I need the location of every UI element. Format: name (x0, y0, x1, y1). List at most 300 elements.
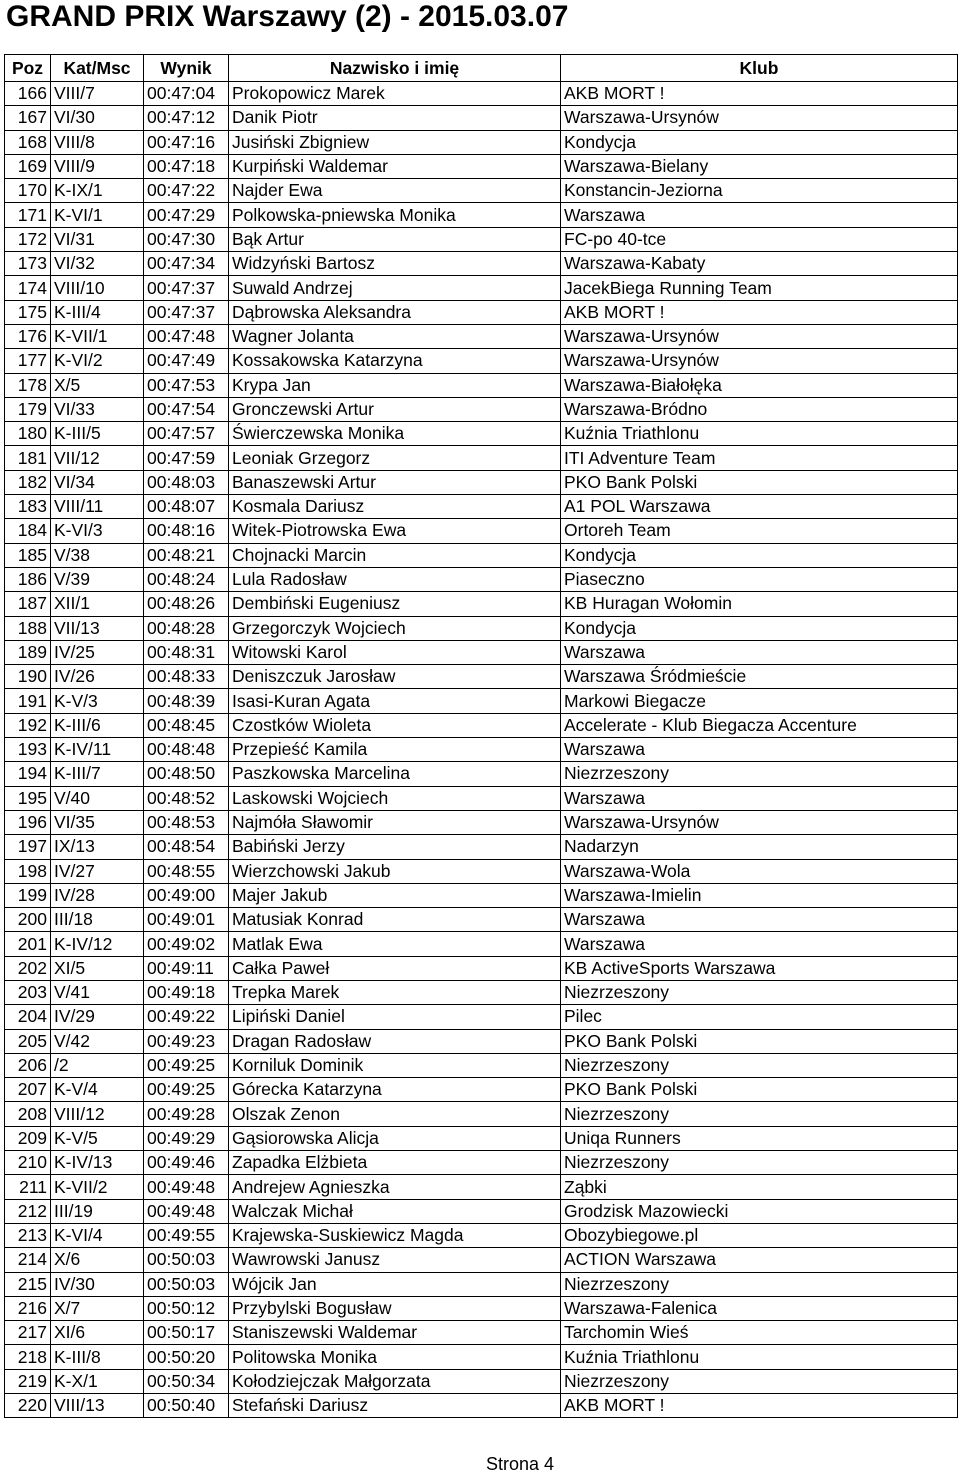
cell-kat-msc: VIII/7 (51, 82, 144, 106)
table-row (5, 324, 958, 348)
cell-kat-msc: K-III/7 (51, 762, 144, 786)
cell-nazwisko: Krypa Jan (229, 373, 561, 397)
cell-wynik: 00:47:57 (144, 422, 229, 446)
cell-kat-msc: X/6 (51, 1248, 144, 1272)
cell-klub: Markowi Biegacze (561, 689, 958, 713)
table-row (5, 859, 958, 883)
cell-wynik: 00:49:01 (144, 908, 229, 932)
column-header-nazwisko-i-imie: Nazwisko i imię (229, 55, 561, 82)
cell-nazwisko: Deniszczuk Jarosław (229, 665, 561, 689)
cell-kat-msc: V/42 (51, 1029, 144, 1053)
table-row (5, 1223, 958, 1247)
cell-wynik: 00:47:29 (144, 203, 229, 227)
cell-nazwisko: Całka Paweł (229, 956, 561, 980)
table-row (5, 932, 958, 956)
cell-kat-msc: III/19 (51, 1199, 144, 1223)
cell-klub: Warszawa-Kabaty (561, 252, 958, 276)
table-row (5, 1005, 958, 1029)
cell-poz: 219 (5, 1369, 51, 1393)
cell-klub: Warszawa-Bródno (561, 397, 958, 421)
table-row (5, 106, 958, 130)
cell-klub: Niezrzeszony (561, 1053, 958, 1077)
cell-wynik: 00:47:48 (144, 324, 229, 348)
cell-nazwisko: Prokopowicz Marek (229, 82, 561, 106)
cell-nazwisko: Chojnacki Marcin (229, 543, 561, 567)
cell-klub: Nadarzyn (561, 835, 958, 859)
cell-wynik: 00:49:18 (144, 980, 229, 1004)
cell-nazwisko: Świerczewska Monika (229, 422, 561, 446)
cell-wynik: 00:47:30 (144, 227, 229, 251)
cell-poz: 199 (5, 883, 51, 907)
cell-wynik: 00:47:59 (144, 446, 229, 470)
table-row (5, 786, 958, 810)
table-row (5, 276, 958, 300)
cell-klub: Warszawa (561, 738, 958, 762)
cell-poz: 184 (5, 519, 51, 543)
table-row (5, 1296, 958, 1320)
cell-wynik: 00:49:22 (144, 1005, 229, 1029)
cell-klub: Kondycja (561, 130, 958, 154)
cell-wynik: 00:49:29 (144, 1126, 229, 1150)
cell-nazwisko: Witowski Karol (229, 640, 561, 664)
cell-wynik: 00:48:21 (144, 543, 229, 567)
table-row (5, 495, 958, 519)
table-row (5, 1345, 958, 1369)
cell-poz: 170 (5, 179, 51, 203)
cell-kat-msc: VIII/12 (51, 1102, 144, 1126)
cell-wynik: 00:48:54 (144, 835, 229, 859)
cell-klub: Niezrzeszony (561, 1102, 958, 1126)
cell-wynik: 00:48:28 (144, 616, 229, 640)
cell-wynik: 00:49:48 (144, 1175, 229, 1199)
cell-nazwisko: Dąbrowska Aleksandra (229, 300, 561, 324)
cell-wynik: 00:47:04 (144, 82, 229, 106)
cell-kat-msc: VII/12 (51, 446, 144, 470)
cell-kat-msc: X/7 (51, 1296, 144, 1320)
table-row (5, 1394, 958, 1418)
table-row (5, 1321, 958, 1345)
cell-nazwisko: Kołodziejczak Małgorzata (229, 1369, 561, 1393)
table-row (5, 422, 958, 446)
cell-poz: 203 (5, 980, 51, 1004)
cell-kat-msc: V/41 (51, 980, 144, 1004)
cell-klub: PKO Bank Polski (561, 470, 958, 494)
cell-nazwisko: Matusiak Konrad (229, 908, 561, 932)
table-row (5, 616, 958, 640)
cell-nazwisko: Banaszewski Artur (229, 470, 561, 494)
cell-poz: 185 (5, 543, 51, 567)
cell-klub: Ortoreh Team (561, 519, 958, 543)
cell-kat-msc: VI/34 (51, 470, 144, 494)
cell-klub: AKB MORT ! (561, 1394, 958, 1418)
cell-kat-msc: V/38 (51, 543, 144, 567)
cell-klub: Kondycja (561, 616, 958, 640)
cell-nazwisko: Majer Jakub (229, 883, 561, 907)
cell-poz: 177 (5, 349, 51, 373)
cell-kat-msc: VI/32 (51, 252, 144, 276)
cell-klub: Niezrzeszony (561, 1151, 958, 1175)
cell-nazwisko: Matlak Ewa (229, 932, 561, 956)
cell-poz: 208 (5, 1102, 51, 1126)
cell-poz: 210 (5, 1151, 51, 1175)
cell-nazwisko: Danik Piotr (229, 106, 561, 130)
cell-nazwisko: Leoniak Grzegorz (229, 446, 561, 470)
cell-wynik: 00:49:00 (144, 883, 229, 907)
table-row (5, 810, 958, 834)
cell-poz: 180 (5, 422, 51, 446)
cell-poz: 218 (5, 1345, 51, 1369)
cell-poz: 186 (5, 567, 51, 591)
cell-klub: JacekBiega Running Team (561, 276, 958, 300)
table-row (5, 470, 958, 494)
cell-nazwisko: Witek-Piotrowska Ewa (229, 519, 561, 543)
cell-poz: 211 (5, 1175, 51, 1199)
cell-kat-msc: K-VI/1 (51, 203, 144, 227)
cell-nazwisko: Wierzchowski Jakub (229, 859, 561, 883)
table-row (5, 373, 958, 397)
cell-kat-msc: XI/6 (51, 1321, 144, 1345)
cell-kat-msc: VIII/11 (51, 495, 144, 519)
cell-nazwisko: Dragan Radosław (229, 1029, 561, 1053)
cell-klub: Warszawa-Białołęka (561, 373, 958, 397)
column-header-poz: Poz (5, 55, 51, 82)
cell-wynik: 00:48:39 (144, 689, 229, 713)
cell-kat-msc: K-VI/2 (51, 349, 144, 373)
cell-nazwisko: Kosmala Dariusz (229, 495, 561, 519)
cell-nazwisko: Staniszewski Waldemar (229, 1321, 561, 1345)
cell-poz: 194 (5, 762, 51, 786)
cell-wynik: 00:47:22 (144, 179, 229, 203)
cell-wynik: 00:48:50 (144, 762, 229, 786)
cell-klub: Warszawa-Ursynów (561, 106, 958, 130)
cell-poz: 171 (5, 203, 51, 227)
cell-nazwisko: Jusiński Zbigniew (229, 130, 561, 154)
cell-wynik: 00:49:25 (144, 1053, 229, 1077)
cell-wynik: 00:48:53 (144, 810, 229, 834)
cell-wynik: 00:47:37 (144, 300, 229, 324)
cell-klub: ACTION Warszawa (561, 1248, 958, 1272)
cell-kat-msc: K-V/5 (51, 1126, 144, 1150)
cell-wynik: 00:48:24 (144, 567, 229, 591)
results-body (5, 82, 958, 1418)
cell-wynik: 00:49:02 (144, 932, 229, 956)
cell-poz: 167 (5, 106, 51, 130)
cell-klub: Warszawa (561, 640, 958, 664)
cell-nazwisko: Przepieść Kamila (229, 738, 561, 762)
cell-wynik: 00:47:12 (144, 106, 229, 130)
cell-wynik: 00:50:40 (144, 1394, 229, 1418)
cell-wynik: 00:48:48 (144, 738, 229, 762)
cell-nazwisko: Walczak Michał (229, 1199, 561, 1223)
cell-wynik: 00:48:07 (144, 495, 229, 519)
cell-poz: 190 (5, 665, 51, 689)
cell-klub: Uniqa Runners (561, 1126, 958, 1150)
cell-poz: 207 (5, 1078, 51, 1102)
cell-poz: 217 (5, 1321, 51, 1345)
cell-kat-msc: IV/30 (51, 1272, 144, 1296)
table-row (5, 349, 958, 373)
column-header-wynik: Wynik (144, 55, 229, 82)
cell-poz: 193 (5, 738, 51, 762)
cell-klub: Piaseczno (561, 567, 958, 591)
cell-klub: Tarchomin Wieś (561, 1321, 958, 1345)
table-row (5, 883, 958, 907)
cell-kat-msc: VIII/8 (51, 130, 144, 154)
cell-poz: 179 (5, 397, 51, 421)
cell-klub: Warszawa Śródmieście (561, 665, 958, 689)
cell-kat-msc: VIII/13 (51, 1394, 144, 1418)
cell-klub: PKO Bank Polski (561, 1078, 958, 1102)
cell-nazwisko: Bąk Artur (229, 227, 561, 251)
cell-wynik: 00:49:55 (144, 1223, 229, 1247)
cell-kat-msc: K-IV/12 (51, 932, 144, 956)
cell-nazwisko: Kossakowska Katarzyna (229, 349, 561, 373)
cell-wynik: 00:50:20 (144, 1345, 229, 1369)
cell-nazwisko: Babiński Jerzy (229, 835, 561, 859)
cell-nazwisko: Dembiński Eugeniusz (229, 592, 561, 616)
cell-wynik: 00:48:55 (144, 859, 229, 883)
cell-wynik: 00:49:48 (144, 1199, 229, 1223)
cell-kat-msc: IX/13 (51, 835, 144, 859)
table-row (5, 130, 958, 154)
cell-poz: 197 (5, 835, 51, 859)
table-row (5, 300, 958, 324)
cell-wynik: 00:48:16 (144, 519, 229, 543)
cell-poz: 181 (5, 446, 51, 470)
table-row (5, 835, 958, 859)
cell-kat-msc: K-III/8 (51, 1345, 144, 1369)
table-row (5, 1151, 958, 1175)
cell-kat-msc: IV/25 (51, 640, 144, 664)
cell-kat-msc: K-V/3 (51, 689, 144, 713)
cell-poz: 206 (5, 1053, 51, 1077)
cell-poz: 191 (5, 689, 51, 713)
cell-klub: Warszawa-Falenica (561, 1296, 958, 1320)
table-row (5, 567, 958, 591)
cell-wynik: 00:50:12 (144, 1296, 229, 1320)
cell-poz: 198 (5, 859, 51, 883)
table-row (5, 1199, 958, 1223)
cell-nazwisko: Wagner Jolanta (229, 324, 561, 348)
cell-klub: Kuźnia Triathlonu (561, 422, 958, 446)
cell-wynik: 00:48:52 (144, 786, 229, 810)
cell-nazwisko: Wawrowski Janusz (229, 1248, 561, 1272)
cell-kat-msc: VI/35 (51, 810, 144, 834)
cell-nazwisko: Górecka Katarzyna (229, 1078, 561, 1102)
cell-wynik: 00:48:33 (144, 665, 229, 689)
cell-nazwisko: Gronczewski Artur (229, 397, 561, 421)
cell-nazwisko: Zapadka Elżbieta (229, 1151, 561, 1175)
cell-poz: 215 (5, 1272, 51, 1296)
cell-poz: 216 (5, 1296, 51, 1320)
cell-kat-msc: XII/1 (51, 592, 144, 616)
table-row (5, 1248, 958, 1272)
table-row (5, 980, 958, 1004)
cell-klub: Warszawa-Bielany (561, 154, 958, 178)
cell-kat-msc: V/39 (51, 567, 144, 591)
cell-klub: Obozybiegowe.pl (561, 1223, 958, 1247)
cell-wynik: 00:50:03 (144, 1248, 229, 1272)
cell-klub: Warszawa (561, 786, 958, 810)
cell-nazwisko: Trepka Marek (229, 980, 561, 1004)
cell-kat-msc: K-III/6 (51, 713, 144, 737)
cell-poz: 196 (5, 810, 51, 834)
cell-poz: 189 (5, 640, 51, 664)
cell-kat-msc: IV/26 (51, 665, 144, 689)
cell-kat-msc: K-VI/4 (51, 1223, 144, 1247)
cell-wynik: 00:50:34 (144, 1369, 229, 1393)
cell-wynik: 00:47:18 (144, 154, 229, 178)
cell-kat-msc: K-III/5 (51, 422, 144, 446)
cell-kat-msc: K-IV/11 (51, 738, 144, 762)
table-row (5, 1369, 958, 1393)
cell-klub: Niezrzeszony (561, 1272, 958, 1296)
cell-klub: Ząbki (561, 1175, 958, 1199)
cell-nazwisko: Isasi-Kuran Agata (229, 689, 561, 713)
cell-klub: Warszawa-Ursynów (561, 324, 958, 348)
table-row (5, 665, 958, 689)
cell-kat-msc: K-V/4 (51, 1078, 144, 1102)
cell-klub: Kuźnia Triathlonu (561, 1345, 958, 1369)
cell-kat-msc: VII/13 (51, 616, 144, 640)
cell-klub: A1 POL Warszawa (561, 495, 958, 519)
cell-poz: 183 (5, 495, 51, 519)
cell-poz: 176 (5, 324, 51, 348)
table-row (5, 1053, 958, 1077)
cell-nazwisko: Gąsiorowska Alicja (229, 1126, 561, 1150)
cell-poz: 212 (5, 1199, 51, 1223)
cell-poz: 168 (5, 130, 51, 154)
cell-klub: AKB MORT ! (561, 300, 958, 324)
cell-klub: Niezrzeszony (561, 762, 958, 786)
table-row (5, 543, 958, 567)
cell-klub: Grodzisk Mazowiecki (561, 1199, 958, 1223)
cell-kat-msc: XI/5 (51, 956, 144, 980)
table-row (5, 1126, 958, 1150)
cell-nazwisko: Krajewska-Suskiewicz Magda (229, 1223, 561, 1247)
cell-nazwisko: Kurpiński Waldemar (229, 154, 561, 178)
table-row (5, 446, 958, 470)
cell-klub: Warszawa-Imielin (561, 883, 958, 907)
cell-poz: 173 (5, 252, 51, 276)
cell-kat-msc: K-VII/1 (51, 324, 144, 348)
cell-nazwisko: Lula Radosław (229, 567, 561, 591)
cell-poz: 195 (5, 786, 51, 810)
cell-kat-msc: VI/30 (51, 106, 144, 130)
table-row (5, 1078, 958, 1102)
cell-nazwisko: Grzegorczyk Wojciech (229, 616, 561, 640)
table-header-row (5, 55, 958, 82)
cell-kat-msc: III/18 (51, 908, 144, 932)
cell-klub: Warszawa-Wola (561, 859, 958, 883)
table-row (5, 762, 958, 786)
cell-wynik: 00:48:26 (144, 592, 229, 616)
cell-klub: AKB MORT ! (561, 82, 958, 106)
cell-wynik: 00:50:17 (144, 1321, 229, 1345)
cell-nazwisko: Polkowska-pniewska Monika (229, 203, 561, 227)
cell-klub: Warszawa (561, 203, 958, 227)
cell-poz: 204 (5, 1005, 51, 1029)
cell-nazwisko: Korniluk Dominik (229, 1053, 561, 1077)
cell-kat-msc: VIII/10 (51, 276, 144, 300)
cell-nazwisko: Przybylski Bogusław (229, 1296, 561, 1320)
cell-wynik: 00:49:25 (144, 1078, 229, 1102)
cell-wynik: 00:48:31 (144, 640, 229, 664)
cell-poz: 175 (5, 300, 51, 324)
cell-nazwisko: Najder Ewa (229, 179, 561, 203)
cell-klub: Warszawa-Ursynów (561, 349, 958, 373)
table-row (5, 252, 958, 276)
cell-nazwisko: Laskowski Wojciech (229, 786, 561, 810)
cell-klub: Niezrzeszony (561, 980, 958, 1004)
table-row (5, 1102, 958, 1126)
cell-poz: 178 (5, 373, 51, 397)
page-title: GRAND PRIX Warszawy (2) - 2015.03.07 (6, 0, 569, 33)
cell-poz: 174 (5, 276, 51, 300)
cell-wynik: 00:47:16 (144, 130, 229, 154)
cell-poz: 172 (5, 227, 51, 251)
cell-kat-msc: V/40 (51, 786, 144, 810)
cell-klub: Warszawa-Ursynów (561, 810, 958, 834)
cell-klub: Accelerate - Klub Biegacza Accenture (561, 713, 958, 737)
cell-poz: 169 (5, 154, 51, 178)
cell-wynik: 00:47:34 (144, 252, 229, 276)
cell-kat-msc: VIII/9 (51, 154, 144, 178)
cell-poz: 188 (5, 616, 51, 640)
table-row (5, 640, 958, 664)
cell-nazwisko: Lipiński Daniel (229, 1005, 561, 1029)
table-row (5, 179, 958, 203)
cell-klub: Niezrzeszony (561, 1369, 958, 1393)
cell-kat-msc: K-IV/13 (51, 1151, 144, 1175)
cell-klub: Konstancin-Jeziorna (561, 179, 958, 203)
cell-kat-msc: K-VI/3 (51, 519, 144, 543)
results-table (4, 54, 958, 1418)
cell-nazwisko: Politowska Monika (229, 1345, 561, 1369)
cell-wynik: 00:50:03 (144, 1272, 229, 1296)
cell-nazwisko: Andrejew Agnieszka (229, 1175, 561, 1199)
cell-poz: 214 (5, 1248, 51, 1272)
cell-wynik: 00:48:45 (144, 713, 229, 737)
cell-wynik: 00:47:49 (144, 349, 229, 373)
cell-wynik: 00:49:11 (144, 956, 229, 980)
table-row (5, 1029, 958, 1053)
cell-nazwisko: Suwald Andrzej (229, 276, 561, 300)
cell-kat-msc: /2 (51, 1053, 144, 1077)
cell-klub: KB ActiveSports Warszawa (561, 956, 958, 980)
table-row (5, 1272, 958, 1296)
table-row (5, 82, 958, 106)
column-header-klub: Klub (561, 55, 958, 82)
table-row (5, 908, 958, 932)
cell-kat-msc: K-III/4 (51, 300, 144, 324)
cell-kat-msc: K-X/1 (51, 1369, 144, 1393)
cell-wynik: 00:47:54 (144, 397, 229, 421)
cell-kat-msc: K-IX/1 (51, 179, 144, 203)
cell-kat-msc: IV/27 (51, 859, 144, 883)
cell-wynik: 00:49:28 (144, 1102, 229, 1126)
cell-poz: 166 (5, 82, 51, 106)
table-row (5, 713, 958, 737)
cell-klub: PKO Bank Polski (561, 1029, 958, 1053)
table-row (5, 592, 958, 616)
cell-klub: Kondycja (561, 543, 958, 567)
cell-klub: Pilec (561, 1005, 958, 1029)
cell-kat-msc: K-VII/2 (51, 1175, 144, 1199)
cell-wynik: 00:48:03 (144, 470, 229, 494)
page-number: Strona 4 (486, 1454, 555, 1474)
table-row (5, 738, 958, 762)
